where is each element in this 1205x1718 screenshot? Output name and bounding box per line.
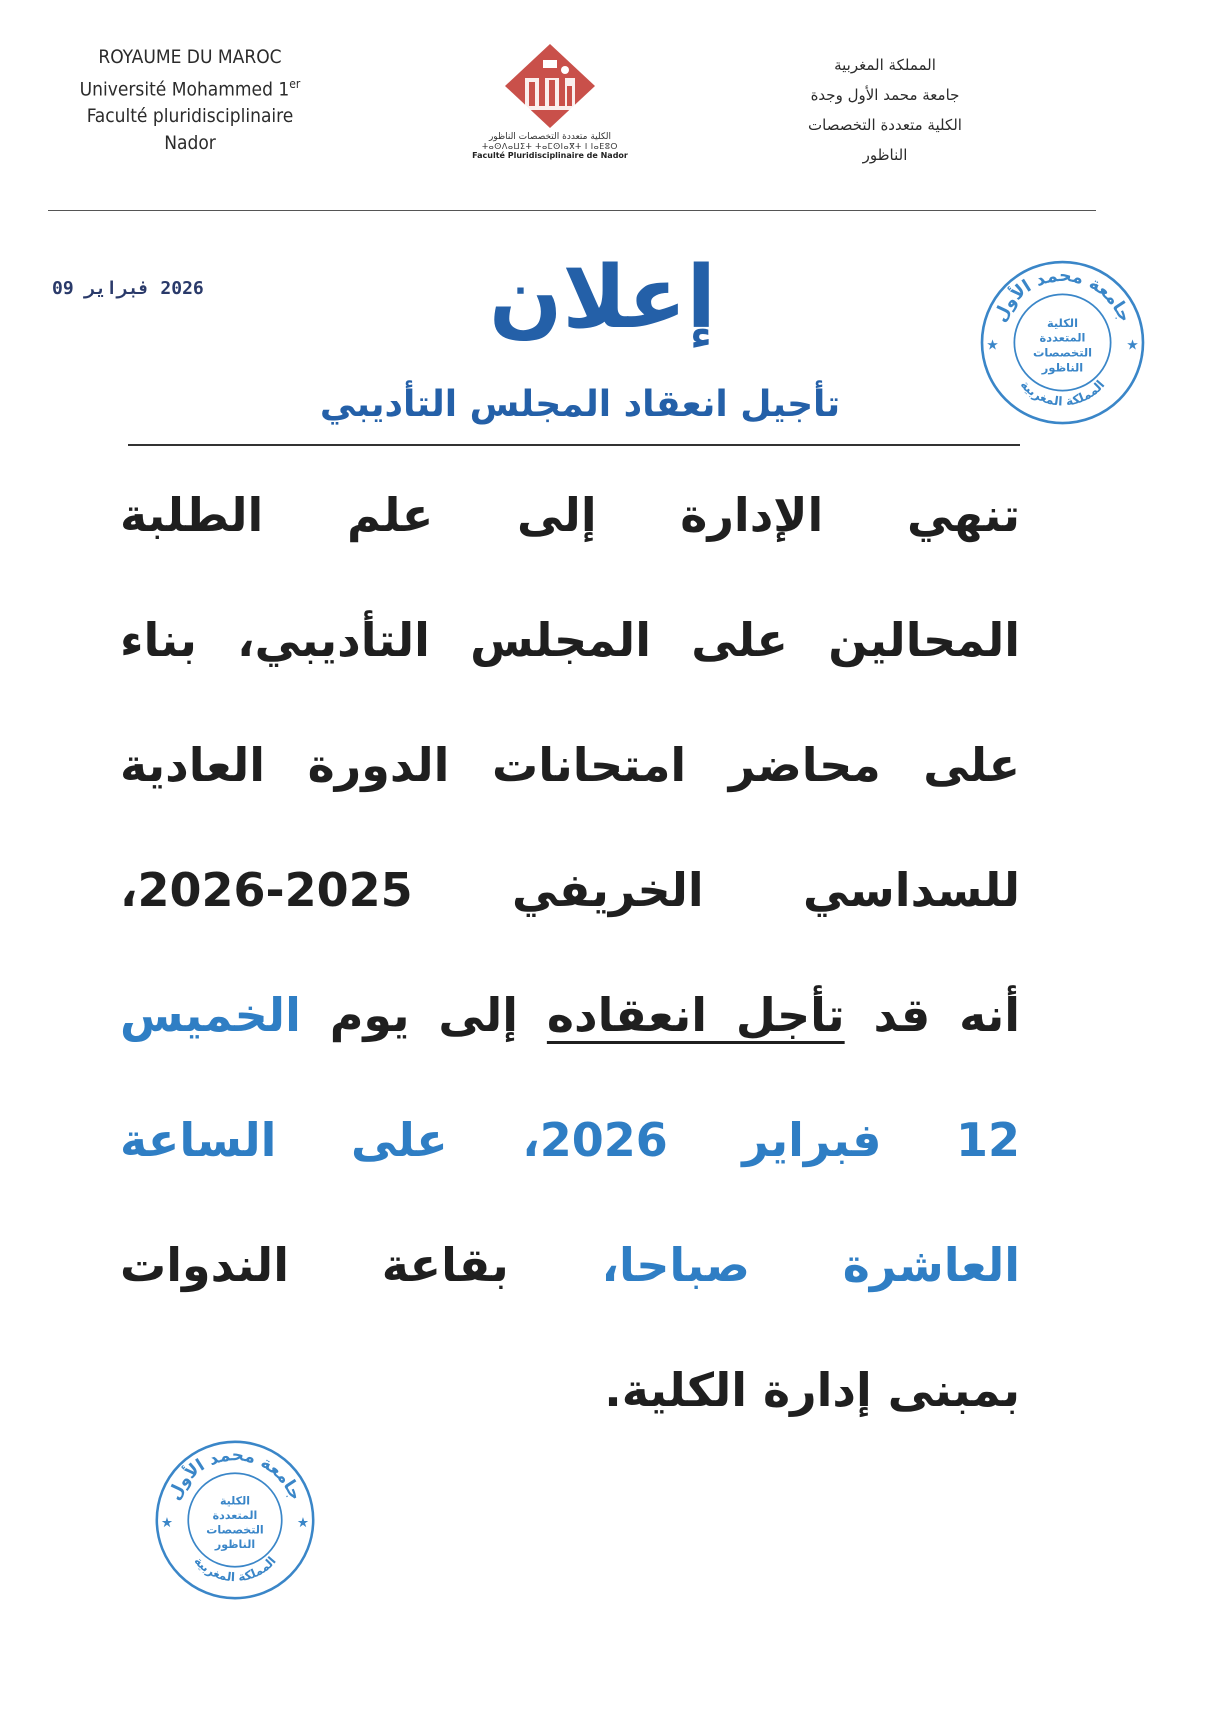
faculty-logo-icon [495, 40, 605, 130]
svg-text:المملكة المغربية: المملكة المغربية [191, 1553, 279, 1585]
body-line-8: بمبنى إدارة الكلية. [604, 1363, 1020, 1417]
svg-text:التخصصات: التخصصات [1032, 345, 1093, 360]
svg-text:الناظور: الناظور [1041, 360, 1084, 375]
svg-text:المتعددة: المتعددة [212, 1509, 258, 1523]
header-faculty-ar: الكلية متعددة التخصصات [808, 116, 962, 134]
header-kingdom-ar: المملكة المغربية [834, 56, 936, 74]
page-subtitle: تأجيل انعقاد المجلس التأديبي [319, 384, 841, 425]
logo-french-caption: Faculté Pluridisciplinaire de Nador [472, 151, 628, 160]
svg-text:المملكة المغربية: المملكة المغربية [1017, 377, 1108, 409]
header-city-fr: Nador [164, 132, 216, 155]
body-line-7: العاشرة صباحا، بقاعة الندوات [120, 1238, 1021, 1292]
body-line-6: 12 فبراير 2026، على الساعة [120, 1113, 1020, 1167]
body-line-1: تنهي الإدارة إلى علم الطلبة [120, 488, 1020, 542]
body-line-3: على محاضر امتحانات الدورة العادية [120, 738, 1020, 792]
body-line-5: أنه قد تأجل انعقاده إلى يوم الخميس [120, 988, 1021, 1042]
svg-text:المتعددة: المتعددة [1039, 330, 1086, 345]
date-stamp: 2026 فبراير 09 [52, 278, 204, 299]
body-line-2: المحالين على المجلس التأديبي، بناء [120, 613, 1020, 667]
svg-text:★: ★ [160, 1514, 174, 1531]
page-title: إعلان [489, 248, 716, 348]
header-university-ar: جامعة محمد الأول وجدة [810, 86, 960, 104]
header-right-block [775, 50, 995, 170]
header-divider [48, 210, 1096, 211]
header-kingdom-fr: ROYAUME DU MAROC [98, 46, 282, 68]
weekday: الخميس [120, 988, 301, 1042]
svg-text:جامعة محمد الأول: جامعة محمد الأول [164, 1445, 306, 1504]
svg-text:الكلية: الكلية [219, 1494, 251, 1508]
body-line-4: للسداسي الخريفي 2025-2026، [120, 863, 1020, 917]
time-phrase: العاشرة صباحا، [601, 1238, 1021, 1292]
announcement-body [120, 470, 1020, 1470]
svg-text:التخصصات: التخصصات [206, 1523, 264, 1537]
subtitle-divider [128, 444, 1020, 446]
logo-tifinagh-caption: ⵜⴰⵙⴷⴰⵡⵉⵜ ⵜⴰⵎⵙⵏⴰⴳⵜ ⵏ ⵏⴰⴹⵓⵔ [481, 142, 618, 151]
header-faculty-fr: Faculté pluridisciplinaire [86, 105, 294, 128]
official-stamp-bottom [150, 1435, 320, 1605]
header-left-block [60, 44, 320, 157]
faculty-logo [470, 40, 630, 190]
svg-text:الكلية: الكلية [1047, 315, 1078, 330]
svg-text:جامعة محمد الأول: جامعة محمد الأول [990, 266, 1135, 326]
svg-text:★: ★ [296, 1514, 310, 1531]
header-university-fr: Université Mohammed 1er [79, 77, 301, 101]
postponed-phrase: تأجل انعقاده [546, 988, 845, 1042]
logo-arabic-caption: الكلية متعددة التخصصات الناظور [488, 132, 612, 142]
svg-text:★: ★ [986, 337, 999, 354]
header-city-ar: الناظور [862, 146, 908, 164]
official-stamp-top [975, 255, 1150, 430]
svg-text:الناظور: الناظور [214, 1538, 256, 1552]
svg-text:★: ★ [1126, 337, 1139, 354]
